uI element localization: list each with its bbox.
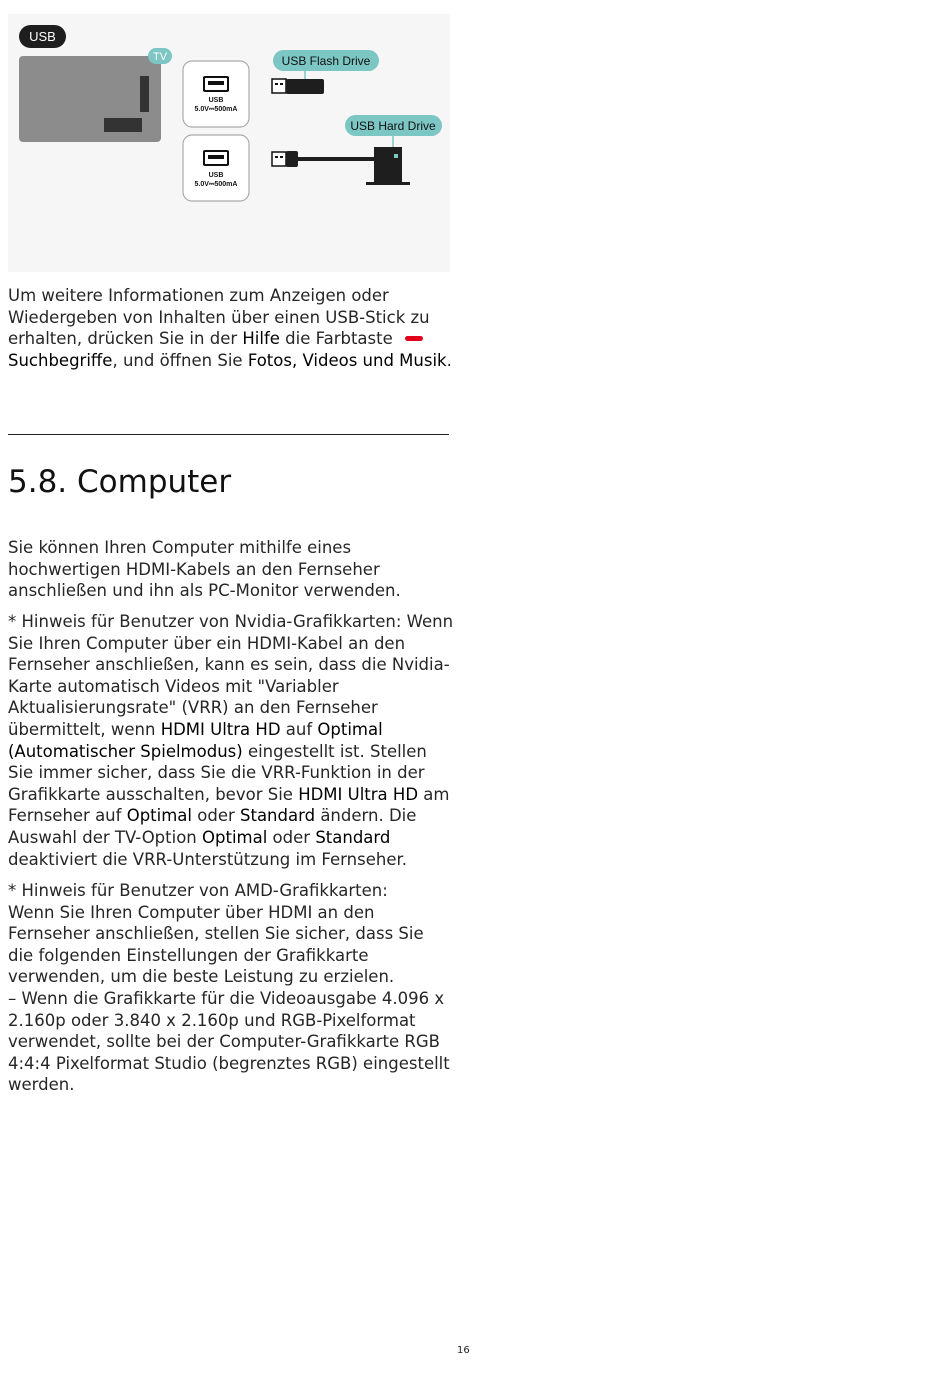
usb-badge	[19, 25, 66, 48]
text-run: * Hinweis für Benutzer von Nvidia-Grafikkarten: Wenn Sie Ihren Computer über ein HDMI-Kabel an den Fernseher anschließen, kann es sein, dass die Nvidia-Karte automatisch Videos mit "Variabler Aktualisierungsrate" (VRR) an den Fernseher übermittelt, wenn	[8, 612, 454, 739]
text-run: .	[446, 350, 452, 370]
port1-rating: 5.0V⎓500mA	[194, 106, 238, 113]
text-run: oder	[192, 806, 240, 826]
amd-note-title: * Hinweis für Benutzer von AMD-Grafikkarten:	[8, 881, 388, 900]
amd-note-body: Wenn Sie Ihren Computer über HDMI an den Fernseher anschließen, stellen Sie sicher, dass Sie die folgenden Einstellungen der Grafikkarte verwenden, um die beste Leistung zu erzielen.	[8, 902, 424, 987]
page-number: 16	[457, 1345, 470, 1356]
paragraph-text: Sie können Ihren Computer mithilfe eines hochwertigen HDMI-Kabels an den Fernseher anschließen und ihn als PC-Monitor verwenden.	[8, 538, 401, 601]
red-color-key-icon	[405, 336, 423, 341]
keywords-term: Suchbegriffe	[8, 350, 113, 370]
hdmi-ultra-hd-term: HDMI Ultra HD	[298, 784, 419, 804]
usb-badge-label: USB	[29, 29, 56, 44]
usb-help-paragraph	[8, 285, 454, 371]
text-run: die Farbtaste	[279, 329, 393, 349]
computer-intro-paragraph	[8, 537, 454, 602]
optimal-term: Optimal	[126, 806, 192, 826]
usb-flash-drive-illustration	[272, 50, 379, 94]
port1-label: USB	[208, 97, 224, 104]
section-heading: 5.8. Computer	[8, 464, 232, 500]
help-term: Hilfe	[242, 329, 280, 349]
text-run: ändern. Die Auswahl der TV-Option	[8, 806, 417, 847]
text-run: eingestellt ist. Stellen Sie immer sicher, dass Sie die VRR-Funktion in der Grafikkarte ausschalten, bevor Sie	[8, 741, 427, 804]
usb-connection-diagram	[8, 14, 450, 272]
amd-note-bullet: – Wenn die Grafikkarte für die Videoausgabe 4.096 x 2.160p oder 3.840 x 2.160p und RGB-Pixelformat verwendet, sollte bei der Computer-Grafikkarte RGB 4:4:4 Pixelformat Studio (begrenztes RGB) eingestellt werden.	[8, 988, 450, 1095]
tv-badge-label: TV	[152, 51, 168, 63]
nvidia-note-paragraph	[8, 611, 454, 870]
usb-port-1	[183, 61, 249, 127]
port2-rating: 5.0V⎓500mA	[194, 181, 238, 188]
optimal-auto-game-term: Optimal (Automatischer Spielmodus)	[8, 719, 383, 761]
usb-hard-drive-illustration	[272, 115, 442, 185]
standard-term: Standard	[240, 806, 316, 826]
hdmi-ultra-hd-term: HDMI Ultra HD	[160, 719, 281, 739]
port2-label: USB	[208, 172, 224, 179]
flash-drive-label: USB Flash Drive	[281, 54, 371, 68]
text-run: deaktiviert die VRR-Unterstützung im Fernseher.	[8, 849, 407, 869]
text-run: , und öffnen Sie	[112, 350, 248, 370]
usb-port-2	[183, 135, 249, 201]
optimal-term: Optimal	[202, 827, 268, 847]
text-run: oder	[267, 827, 316, 847]
tv-back-illustration	[19, 48, 172, 142]
amd-note-paragraph	[8, 880, 454, 1096]
text-run: Um weitere Informationen zum Anzeigen oder Wiedergeben von Inhalten über einen USB-Stick zu erhalten, drücken Sie in der	[8, 286, 430, 349]
standard-term: Standard	[315, 827, 391, 847]
text-run: am Fernseher auf	[8, 784, 450, 826]
photos-videos-music-term: Fotos, Videos und Musik	[247, 350, 447, 370]
section-divider	[8, 434, 449, 435]
hard-drive-label: USB Hard Drive	[350, 119, 436, 133]
text-run: auf	[280, 719, 318, 739]
